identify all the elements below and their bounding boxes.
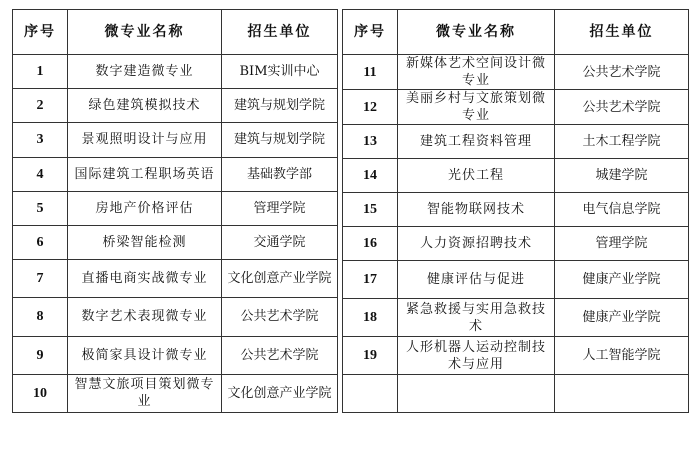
enrolling-unit: 健康产业学院 bbox=[555, 299, 689, 337]
table-row bbox=[13, 336, 338, 374]
program-name: 直播电商实战微专业 bbox=[68, 260, 222, 298]
enrolling-unit: 管理学院 bbox=[555, 227, 689, 261]
enrolling-unit: 建筑与规划学院 bbox=[222, 89, 338, 123]
program-name: 紧急救援与实用急救技术 bbox=[398, 299, 555, 337]
program-name: 建筑工程资料管理 bbox=[398, 125, 555, 159]
program-name: 房地产价格评估 bbox=[68, 191, 222, 225]
row-number: 14 bbox=[343, 159, 398, 193]
program-name: 智能物联网技术 bbox=[398, 193, 555, 227]
program-name: 美丽乡村与文旅策划微专业 bbox=[398, 90, 555, 125]
enrolling-unit: 公共艺术学院 bbox=[555, 90, 689, 125]
program-table-left bbox=[12, 9, 338, 413]
table-row bbox=[13, 123, 338, 157]
enrolling-unit: 城建学院 bbox=[555, 159, 689, 193]
table-row bbox=[13, 89, 338, 123]
enrolling-unit: 基础教学部 bbox=[222, 157, 338, 191]
table-row bbox=[343, 337, 689, 375]
row-number: 15 bbox=[343, 193, 398, 227]
program-name: 国际建筑工程职场英语 bbox=[68, 157, 222, 191]
table-row bbox=[343, 261, 689, 299]
row-number: 12 bbox=[343, 90, 398, 125]
row-number: 16 bbox=[343, 227, 398, 261]
table-row bbox=[343, 125, 689, 159]
enrolling-unit: 土木工程学院 bbox=[555, 125, 689, 159]
program-name: 光伏工程 bbox=[398, 159, 555, 193]
table-row bbox=[343, 193, 689, 227]
enrolling-unit: 电气信息学院 bbox=[555, 193, 689, 227]
enrolling-unit: 文化创意产业学院 bbox=[222, 260, 338, 298]
enrolling-unit: 管理学院 bbox=[222, 191, 338, 225]
row-number: 5 bbox=[13, 191, 68, 225]
program-table-right bbox=[342, 9, 689, 413]
row-number: 6 bbox=[13, 225, 68, 259]
table-row bbox=[343, 159, 689, 193]
row-number: 11 bbox=[343, 55, 398, 90]
row-number: 9 bbox=[13, 336, 68, 374]
header-program: 微专业名称 bbox=[68, 10, 222, 55]
row-number: 10 bbox=[13, 374, 68, 412]
program-name bbox=[398, 375, 555, 413]
row-number: 3 bbox=[13, 123, 68, 157]
enrolling-unit: BIM实训中心 bbox=[222, 55, 338, 89]
table-row bbox=[343, 55, 689, 90]
enrolling-unit: 健康产业学院 bbox=[555, 261, 689, 299]
row-number: 18 bbox=[343, 299, 398, 337]
row-number: 17 bbox=[343, 261, 398, 299]
table-row bbox=[13, 374, 338, 412]
table-row bbox=[13, 157, 338, 191]
program-name: 健康评估与促进 bbox=[398, 261, 555, 299]
row-number: 4 bbox=[13, 157, 68, 191]
header-number: 序号 bbox=[343, 10, 398, 55]
header-row bbox=[343, 10, 689, 55]
enrolling-unit: 公共艺术学院 bbox=[555, 55, 689, 90]
row-number: 1 bbox=[13, 55, 68, 89]
program-name: 极简家具设计微专业 bbox=[68, 336, 222, 374]
row-number: 7 bbox=[13, 260, 68, 298]
table-row bbox=[343, 90, 689, 125]
table-row bbox=[13, 191, 338, 225]
header-unit: 招生单位 bbox=[555, 10, 689, 55]
program-tables bbox=[12, 9, 687, 413]
header-program: 微专业名称 bbox=[398, 10, 555, 55]
header-row bbox=[13, 10, 338, 55]
enrolling-unit: 公共艺术学院 bbox=[222, 298, 338, 336]
program-name: 人形机器人运动控制技术与应用 bbox=[398, 337, 555, 375]
program-name: 绿色建筑模拟技术 bbox=[68, 89, 222, 123]
program-name: 数字建造微专业 bbox=[68, 55, 222, 89]
table-row bbox=[343, 227, 689, 261]
row-number: 2 bbox=[13, 89, 68, 123]
enrolling-unit: 文化创意产业学院 bbox=[222, 374, 338, 412]
table-row bbox=[13, 225, 338, 259]
table-row bbox=[13, 298, 338, 336]
table-row bbox=[13, 55, 338, 89]
table-row bbox=[13, 260, 338, 298]
program-name: 数字艺术表现微专业 bbox=[68, 298, 222, 336]
program-name: 智慧文旅项目策划微专业 bbox=[68, 374, 222, 412]
row-number: 19 bbox=[343, 337, 398, 375]
row-number: 8 bbox=[13, 298, 68, 336]
row-number bbox=[343, 375, 398, 413]
enrolling-unit: 人工智能学院 bbox=[555, 337, 689, 375]
enrolling-unit: 建筑与规划学院 bbox=[222, 123, 338, 157]
row-number: 13 bbox=[343, 125, 398, 159]
program-name: 景观照明设计与应用 bbox=[68, 123, 222, 157]
enrolling-unit: 公共艺术学院 bbox=[222, 336, 338, 374]
header-number: 序号 bbox=[13, 10, 68, 55]
enrolling-unit: 交通学院 bbox=[222, 225, 338, 259]
program-name: 新媒体艺术空间设计微专业 bbox=[398, 55, 555, 90]
table-row-empty bbox=[343, 375, 689, 413]
enrolling-unit bbox=[555, 375, 689, 413]
program-name: 桥梁智能检测 bbox=[68, 225, 222, 259]
header-unit: 招生单位 bbox=[222, 10, 338, 55]
table-row bbox=[343, 299, 689, 337]
program-name: 人力资源招聘技术 bbox=[398, 227, 555, 261]
